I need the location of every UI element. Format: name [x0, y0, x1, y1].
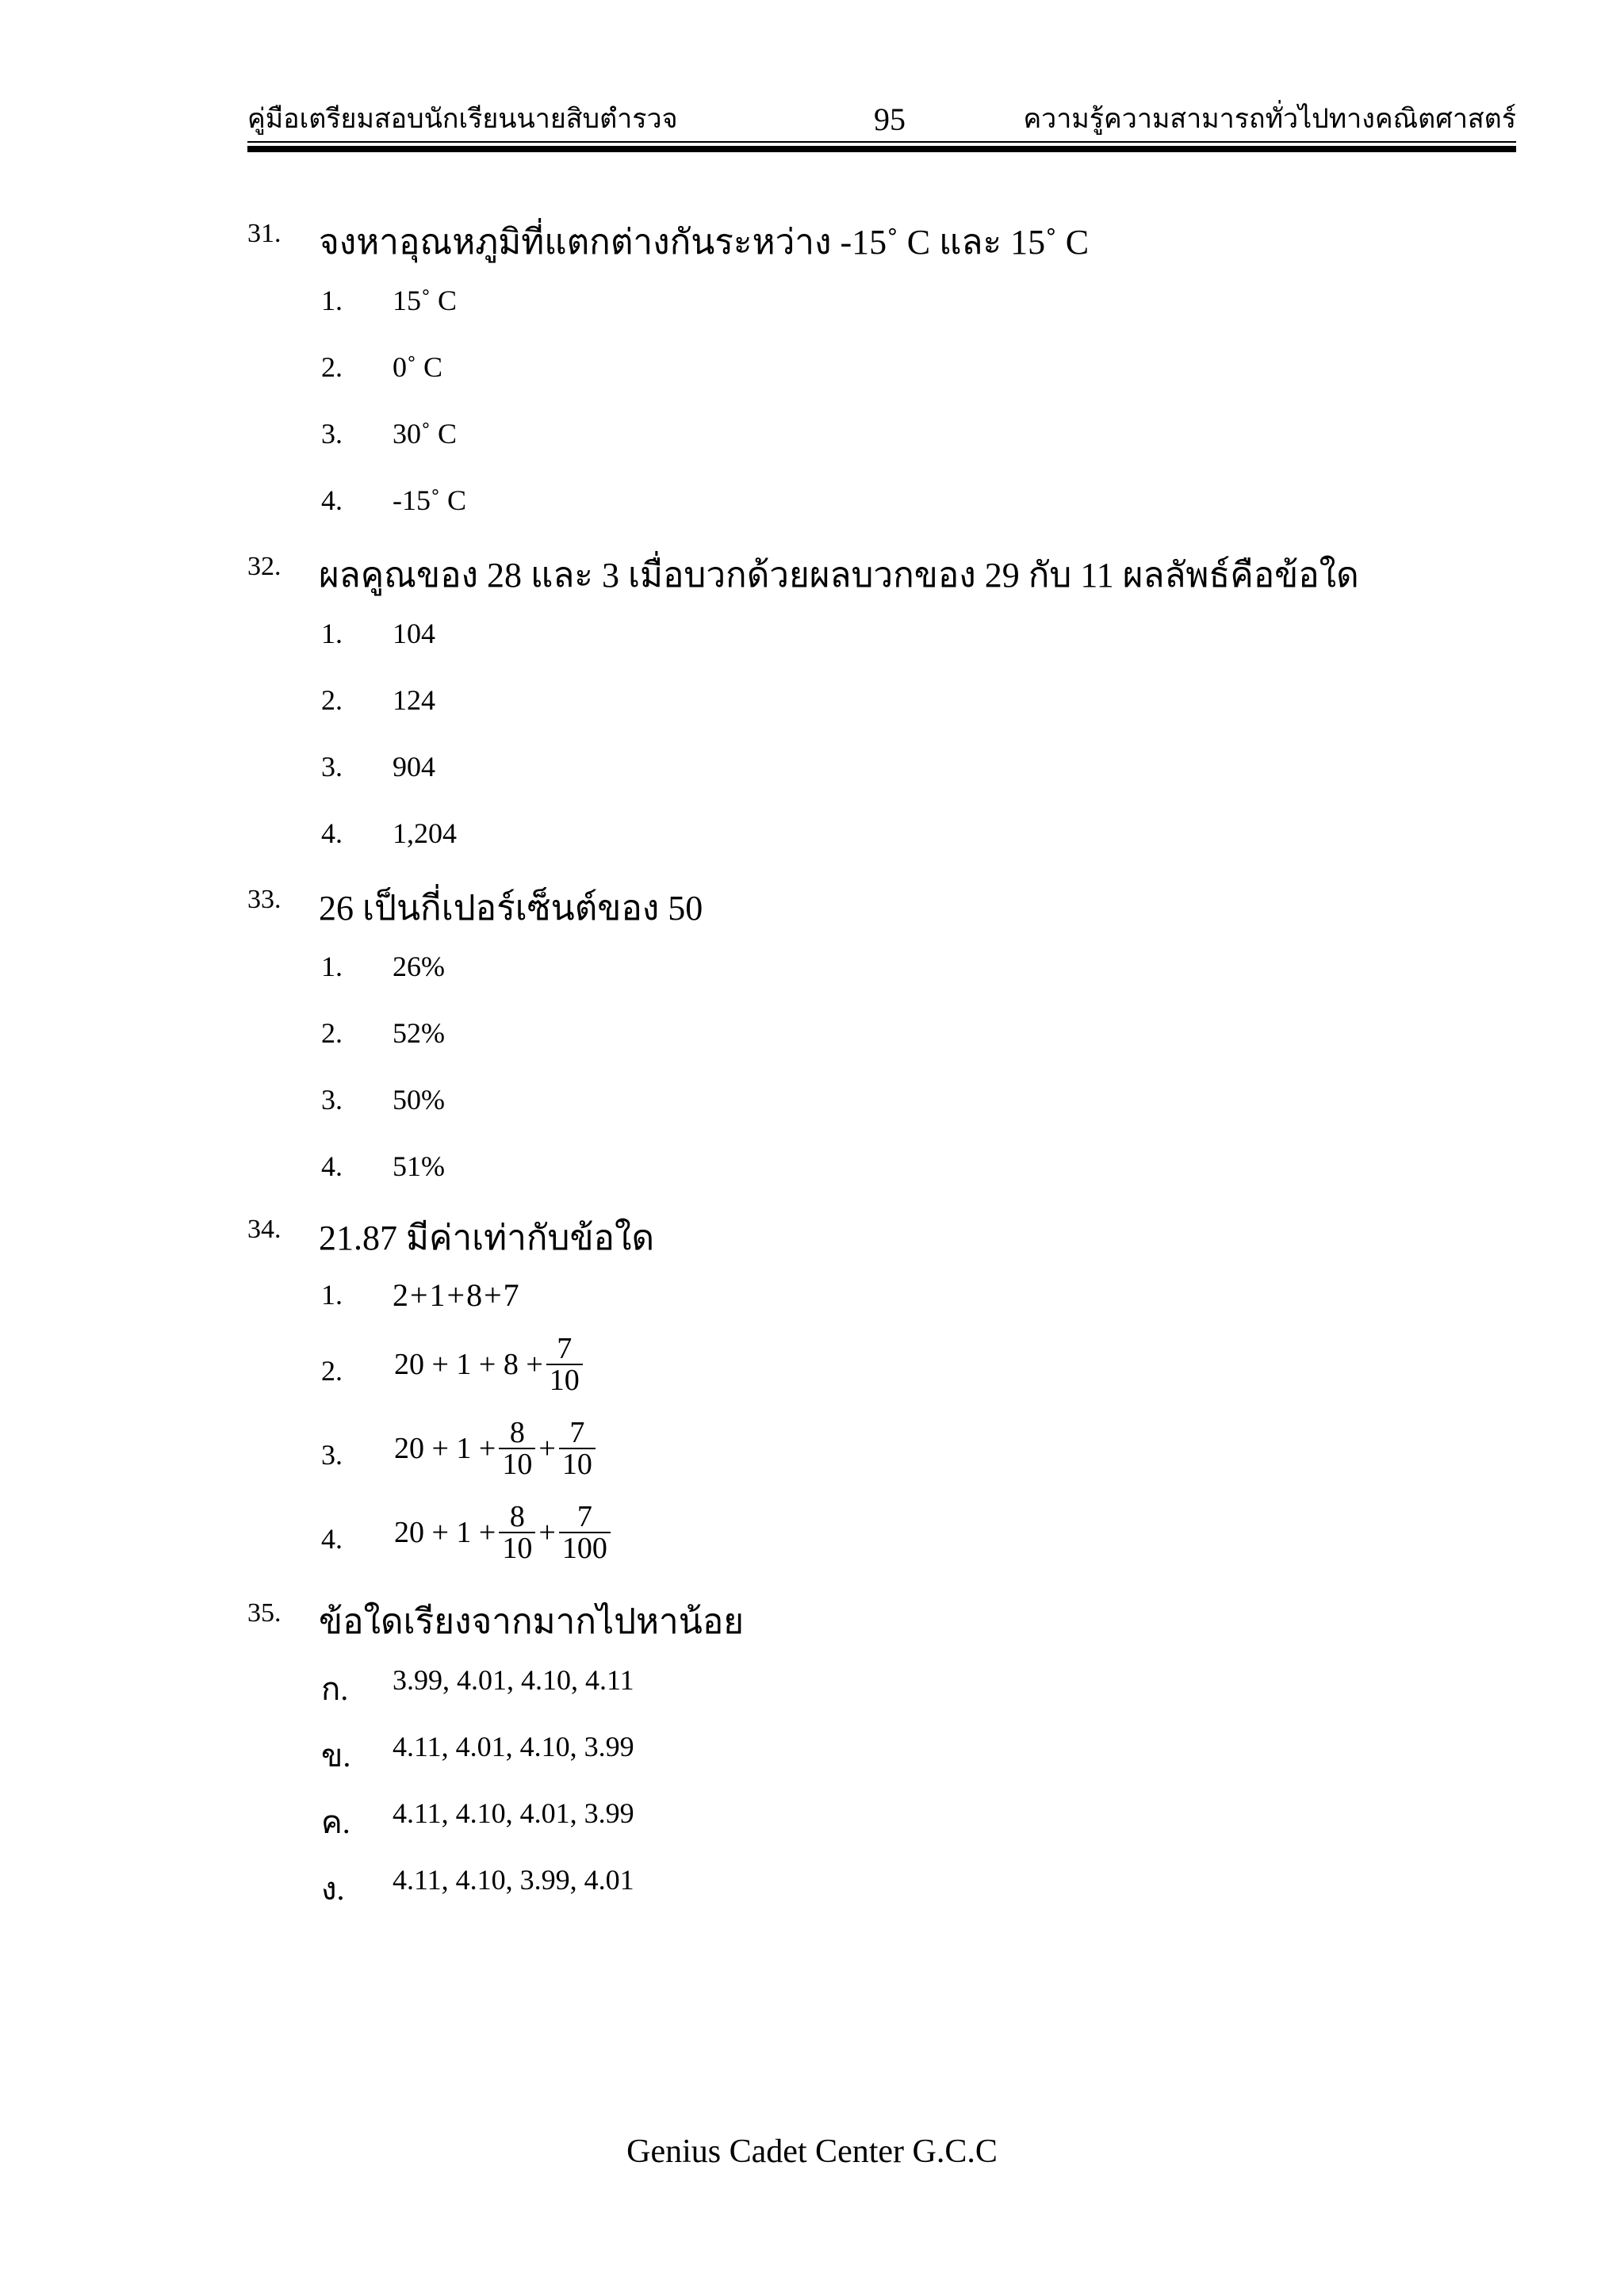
option-text: 1,204: [393, 817, 457, 849]
option-text: 30˚ C: [393, 418, 457, 450]
question-text: 26 เป็นกี่เปอร์เซ็นต์ของ 50: [319, 889, 703, 928]
numerator: 7: [569, 1416, 585, 1449]
page-header: [247, 100, 1516, 140]
option-text: 52%: [393, 1017, 445, 1049]
fraction: [559, 1502, 611, 1563]
option-number: 2.: [321, 684, 343, 716]
denominator: 10: [546, 1364, 583, 1395]
option-number: 2.: [321, 1017, 343, 1049]
denominator: 10: [499, 1448, 535, 1479]
option-number: 1.: [321, 951, 343, 982]
option-expression: [393, 1418, 597, 1479]
option-expression: [393, 1502, 612, 1563]
expression-prefix: 20 + 1 +: [394, 1432, 496, 1465]
page-footer: Genius Cadet Center G.C.C: [626, 2133, 998, 2170]
expression-prefix: 20 + 1 +: [394, 1516, 496, 1549]
option-text: 104: [393, 618, 435, 649]
option-number: 4.: [321, 817, 343, 849]
option-text: 4.11, 4.10, 3.99, 4.01: [393, 1864, 634, 1896]
page-number: 95: [874, 101, 906, 137]
option-text: 3.99, 4.01, 4.10, 4.11: [393, 1664, 634, 1696]
option-text: 26%: [393, 951, 445, 982]
option-number: ก.: [321, 1671, 349, 1707]
denominator: 10: [559, 1448, 596, 1479]
denominator: 100: [559, 1532, 611, 1563]
question-number: 35.: [247, 1598, 282, 1628]
option-number: ค.: [321, 1804, 350, 1840]
denominator: 10: [499, 1532, 535, 1563]
question-text: 21.87 มีค่าเท่ากับข้อใด: [319, 1219, 655, 1257]
option-number: 4.: [321, 484, 343, 516]
numerator: 8: [509, 1416, 525, 1449]
question-text: ข้อใดเรียงจากมากไปหาน้อย: [319, 1602, 745, 1641]
option-text: 4.11, 4.01, 4.10, 3.99: [393, 1731, 634, 1762]
fraction: [559, 1418, 596, 1479]
header-rule-thin: [247, 141, 1516, 143]
option-number: 1.: [321, 618, 343, 649]
option-expression: 2+1+8+7: [393, 1277, 521, 1313]
plus-sign: +: [538, 1516, 556, 1549]
option-number: 2.: [321, 351, 343, 383]
option-text: 50%: [393, 1084, 445, 1115]
expression-prefix: 20 + 1 + 8 +: [394, 1348, 543, 1381]
option-text: 904: [393, 751, 435, 783]
fraction: [499, 1418, 535, 1479]
option-number: 3.: [321, 1084, 343, 1115]
option-text: 51%: [393, 1150, 445, 1182]
question-number: 32.: [247, 552, 282, 581]
option-number: ข.: [321, 1738, 351, 1774]
question-text: ผลคูณของ 28 และ 3 เมื่อบวกด้วยผลบวกของ 29 กับ 11 ผลลัพธ์คือข้อใด: [319, 556, 1359, 595]
option-number: 1.: [321, 285, 343, 316]
fraction: [546, 1334, 583, 1395]
option-text: 15˚ C: [393, 285, 457, 316]
option-text: -15˚ C: [393, 484, 466, 516]
option-number: 3.: [321, 1439, 343, 1471]
option-expression: [393, 1334, 584, 1395]
option-number: 2.: [321, 1355, 343, 1387]
plus-sign: +: [538, 1432, 556, 1465]
question-number: 34.: [247, 1215, 282, 1244]
section-title: ความรู้ความสามารถทั่วไปทางคณิตศาสตร์: [1023, 105, 1516, 134]
fraction: [499, 1502, 535, 1563]
header-rule-thick: [247, 146, 1516, 152]
question-number: 31.: [247, 219, 282, 248]
numerator: 7: [557, 1332, 573, 1365]
option-number: 4.: [321, 1523, 343, 1555]
numerator: 7: [576, 1500, 592, 1533]
option-text: 0˚ C: [393, 351, 442, 383]
option-text: 4.11, 4.10, 4.01, 3.99: [393, 1797, 634, 1829]
option-number: 3.: [321, 751, 343, 783]
option-number: 4.: [321, 1150, 343, 1182]
book-title: คู่มือเตรียมสอบนักเรียนนายสิบตำรวจ: [247, 105, 678, 134]
option-number: ง.: [321, 1871, 345, 1907]
option-number: 3.: [321, 418, 343, 450]
question-text: จงหาอุณหภูมิที่แตกต่างกันระหว่าง -15˚ C และ 15˚ C: [319, 223, 1090, 262]
question-number: 33.: [247, 885, 282, 914]
numerator: 8: [509, 1500, 525, 1533]
option-number: 1.: [321, 1279, 343, 1311]
option-text: 124: [393, 684, 435, 716]
